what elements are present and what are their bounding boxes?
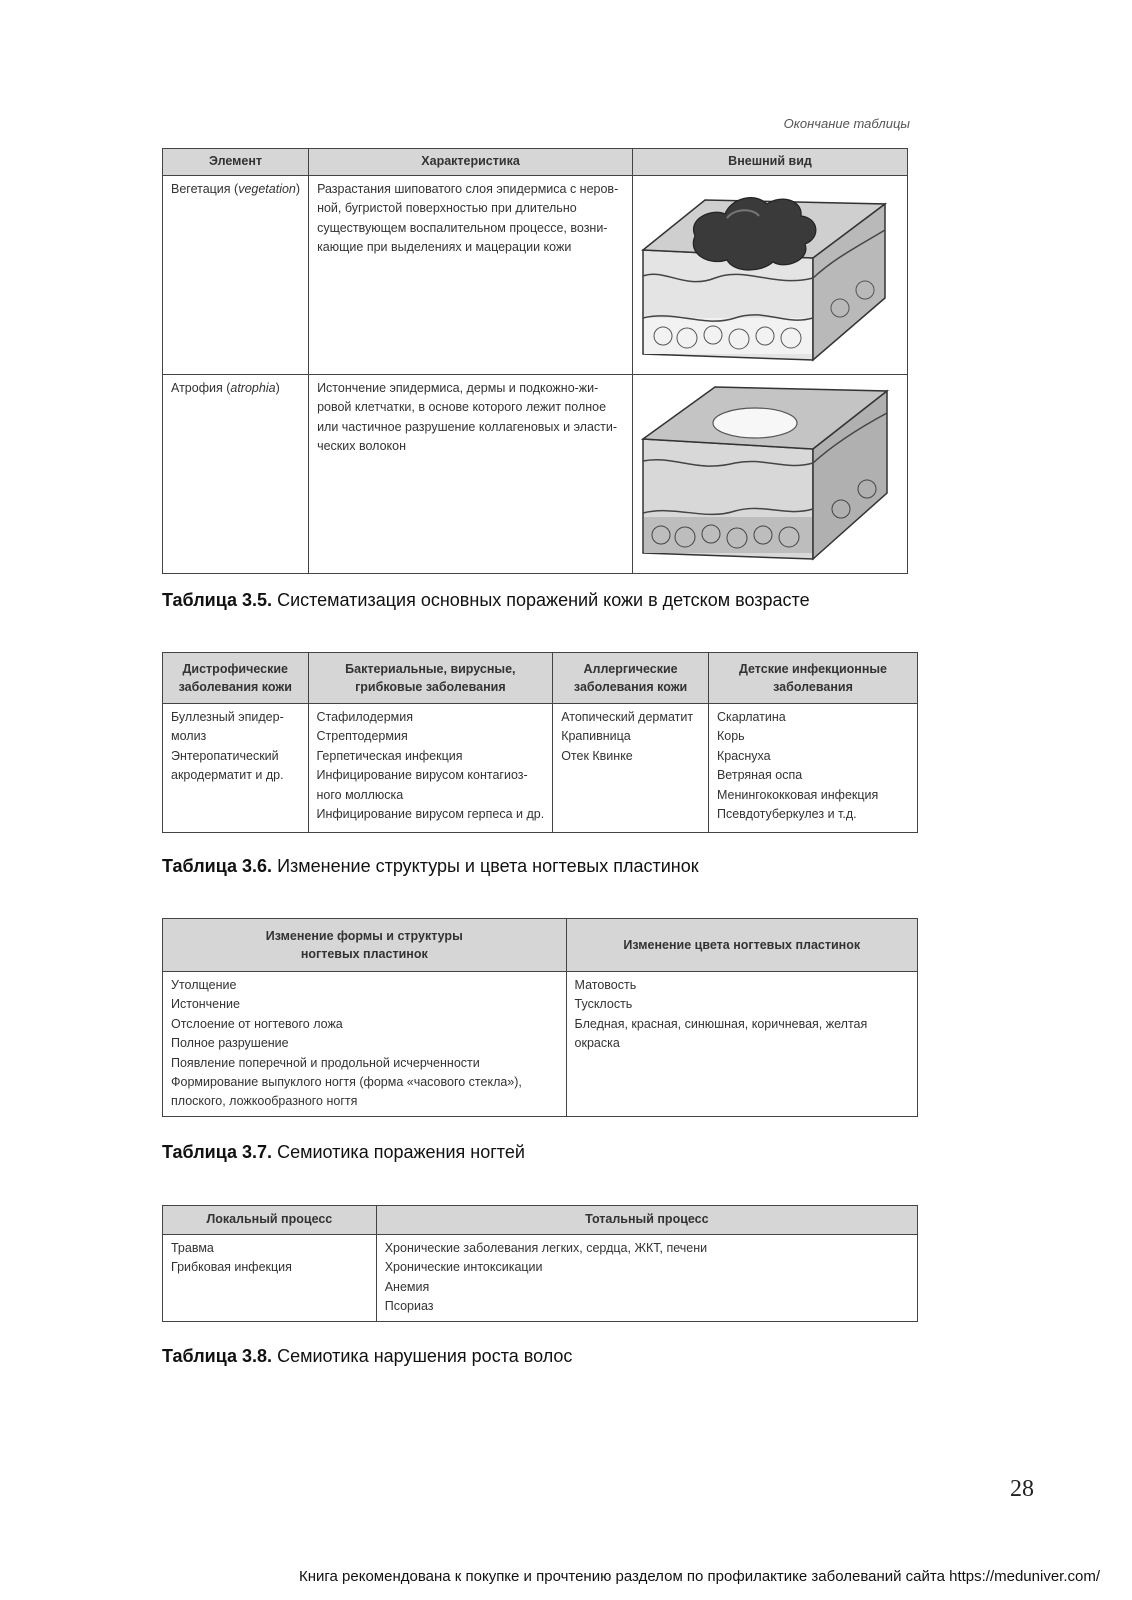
caption-text: Семиотика поражения ногтей [277, 1142, 525, 1162]
caption-number: Таблица 3.5. [162, 590, 273, 610]
infectious-list: Стафилодермия Стрептодермия Герпетическая инфекция Инфицирование вирусом контагиоз- ного моллюска Инфицирование вирусом герпеса и др. [308, 704, 553, 833]
local-process-list: Травма Грибковая инфекция [163, 1235, 377, 1322]
header-local-process: Локальный процесс [163, 1206, 377, 1235]
table-header-row [163, 653, 918, 704]
caption-number: Таблица 3.8. [162, 1346, 273, 1366]
header-color-change: Изменение цвета ногтевых пластинок [566, 919, 917, 972]
description-line: ной, бугристой поверхностью при длительно [317, 201, 577, 216]
element-name-cell: Вегетация (vegetation) [163, 176, 309, 375]
description-line: или частичное разрушение коллагеновых и эласти- [317, 419, 618, 434]
structure-change-list: Утолщение Истончение Отслоение от ногтевого ложа Полное разрушение Появление поперечной и продольной исчерченности Формирование выпуклого ногтя (форма «часового стекла»), плоского, ложкообразного ногтя [163, 972, 567, 1117]
header-total-process: Тотальный процесс [376, 1206, 917, 1235]
footer-note: Книга рекомендована к покупке и прочтению разделом по профилактике заболеваний сайта https://meduniver.com/ [298, 1568, 1100, 1585]
childhood-infections-list: Скарлатина Корь Краснуха Ветряная оспа Менингококковая инфекция Псевдотуберкулез и т.д. [708, 704, 917, 833]
table-3-8-caption [162, 1346, 572, 1367]
element-latin: atrophia [230, 381, 276, 395]
caption-text: Семиотика нарушения роста волос [277, 1346, 573, 1366]
atrophy-illustration-cell [633, 375, 908, 574]
color-change-list: Матовость Тусклость Бледная, красная, синюшная, коричневая, желтая окраска [566, 972, 917, 1117]
table-3-7-caption [162, 1142, 525, 1163]
description-line: ровой клетчатки, в основе которого лежит полное [317, 400, 607, 415]
element-latin: vegetation [238, 182, 296, 196]
header-dystrophic: Дистрофические заболевания кожи [163, 653, 309, 704]
table-header-row [163, 1206, 918, 1235]
caption-number: Таблица 3.6. [162, 856, 273, 876]
table-3-6 [162, 918, 918, 1117]
table-3-5 [162, 652, 918, 833]
element-name: Атрофия [171, 381, 223, 395]
atrophy-illustration [635, 377, 905, 563]
caption-number: Таблица 3.7. [162, 1142, 273, 1162]
dystrophic-list: Буллезный эпидер- молиз Энтеропатический акродерматит и др. [163, 704, 309, 833]
description-line: кающие при выделениях и мацерации кожи [317, 240, 572, 255]
element-name-cell: Атрофия (atrophia) [163, 375, 309, 574]
skin-elements-table [162, 148, 908, 574]
header-characteristic: Характеристика [309, 149, 633, 176]
header-childhood-infections: Детские инфекционные заболевания [708, 653, 917, 704]
table-row [163, 176, 908, 375]
element-name: Вегетация [171, 182, 231, 196]
caption-text: Систематизация основных поражений кожи в детском возрасте [277, 590, 810, 610]
vegetation-illustration-cell [633, 176, 908, 375]
table-row [163, 972, 918, 1117]
header-infectious-agents: Бактериальные, вирусные, грибковые заболевания [308, 653, 553, 704]
table-header-row [163, 149, 908, 176]
header-element: Элемент [163, 149, 309, 176]
allergic-list: Атопический дерматит Крапивница Отек Квинке [553, 704, 709, 833]
table-header-row [163, 919, 918, 972]
header-allergic: Аллергические заболевания кожи [553, 653, 709, 704]
element-description [309, 375, 633, 574]
table-row [163, 375, 908, 574]
description-line: ческих волокон [317, 439, 406, 454]
table-3-7 [162, 1205, 918, 1322]
table-row [163, 1235, 918, 1322]
page-number: 28 [1010, 1476, 1034, 1502]
header-structure-change: Изменение формы и структуры ногтевых пластинок [163, 919, 567, 972]
description-line: Разрастания шиповатого слоя эпидермиса с неров- [317, 182, 619, 196]
description-line: существующем воспалительном процессе, возни- [317, 220, 608, 235]
table-3-5-caption [162, 590, 810, 611]
description-line: Истончение эпидермиса, дермы и подкожно-жи- [317, 381, 599, 395]
element-description [309, 176, 633, 375]
caption-text: Изменение структуры и цвета ногтевых пластинок [277, 856, 699, 876]
table-row [163, 704, 918, 833]
continuation-label: Окончание таблицы [783, 116, 910, 131]
table-3-6-caption [162, 856, 699, 877]
total-process-list: Хронические заболевания легких, сердца, ЖКТ, печени Хронические интоксикации Анемия Псориаз [376, 1235, 917, 1322]
vegetation-illustration [635, 178, 905, 364]
header-appearance: Внешний вид [633, 149, 908, 176]
